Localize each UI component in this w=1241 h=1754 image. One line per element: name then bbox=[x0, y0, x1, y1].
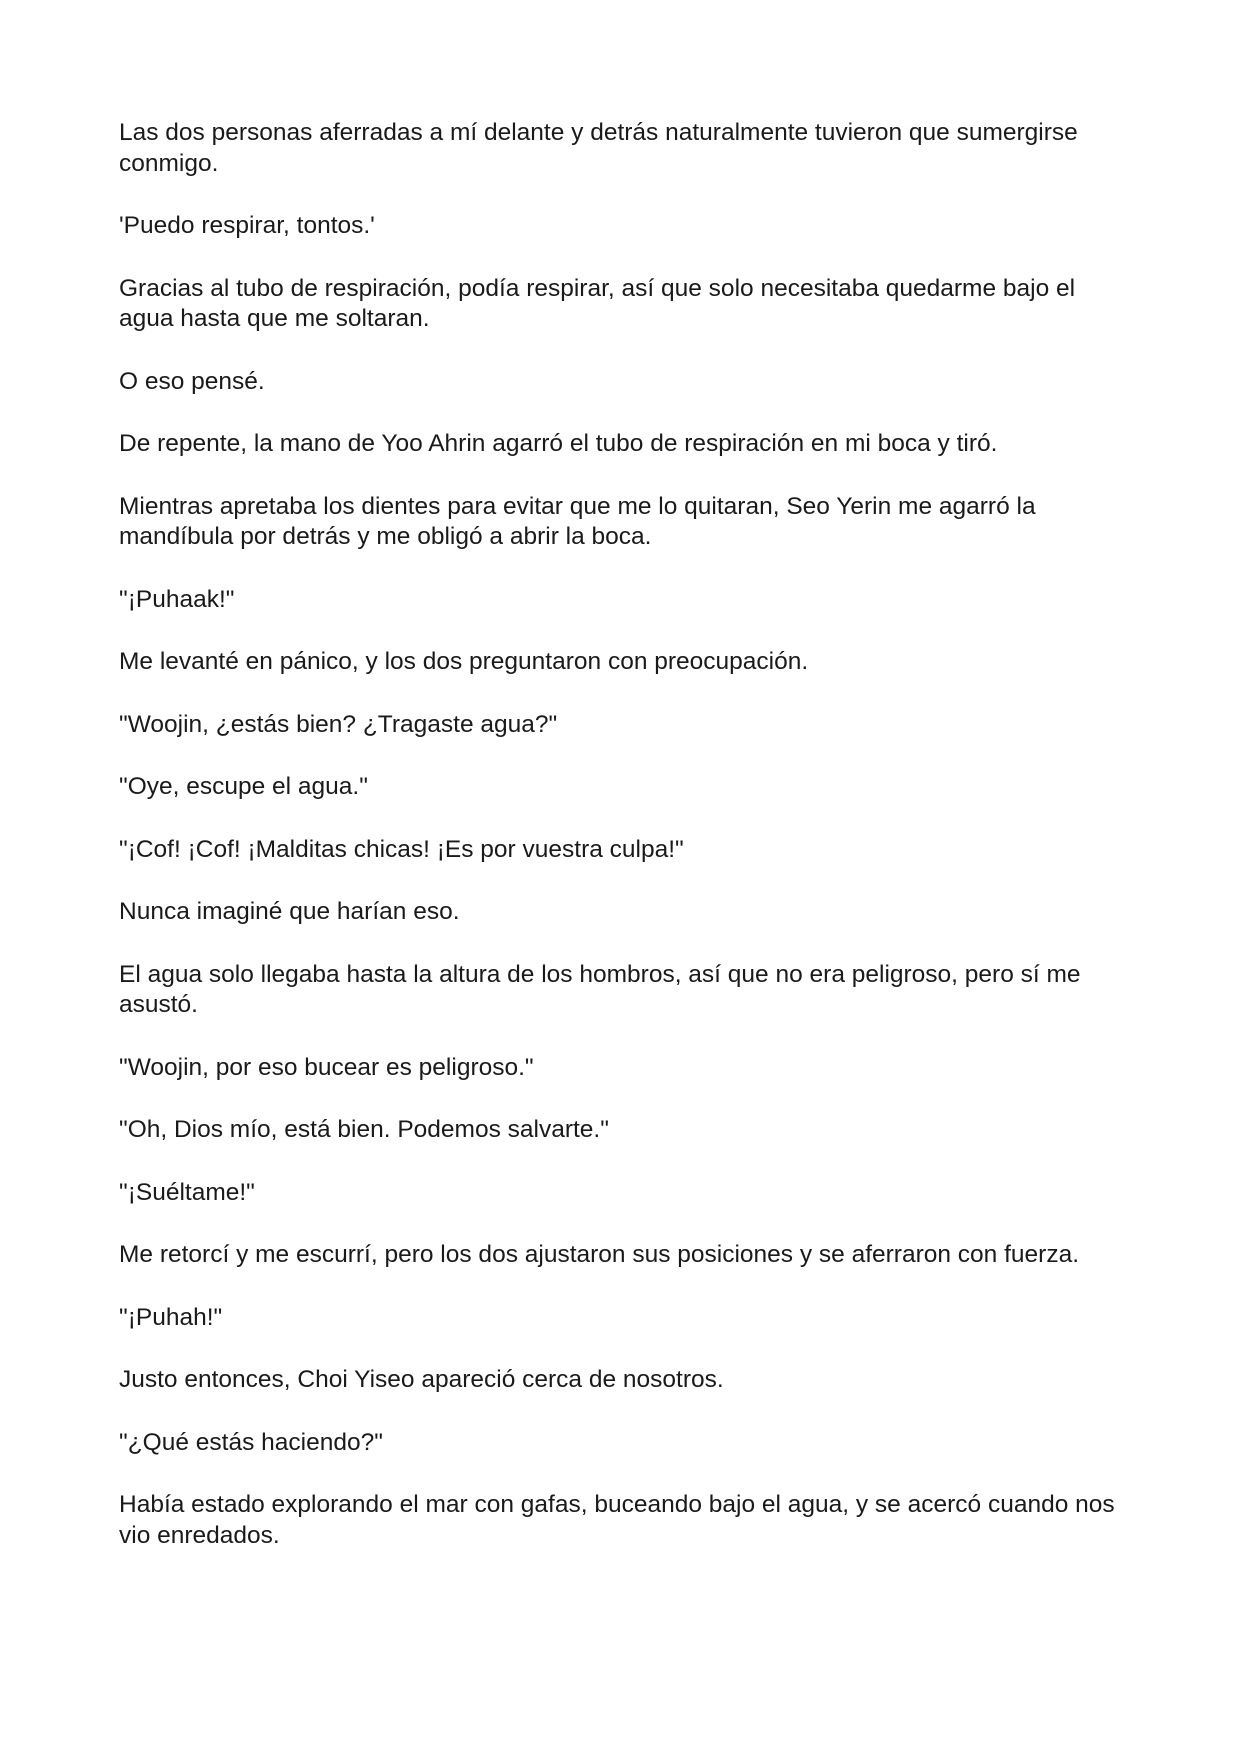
paragraph: Me retorcí y me escurrí, pero los dos ajustaron sus posiciones y se aferraron con fuerza. bbox=[119, 1241, 1080, 1268]
paragraph: "¡Puhah!" bbox=[119, 1303, 223, 1331]
paragraph: Me levanté en pánico, y los dos preguntaron con preocupación. bbox=[119, 648, 809, 675]
paragraph: Nunca imaginé que harían eso. bbox=[119, 898, 460, 925]
paragraph: El agua solo llegaba hasta la altura de los hombros, así que no era peligroso, pero sí me asustó. bbox=[119, 960, 1081, 1018]
paragraph: "¡Cof! ¡Cof! ¡Malditas chicas! ¡Es por vuestra culpa!" bbox=[119, 835, 684, 863]
paragraph: De repente, la mano de Yoo Ahrin agarró el tubo de respiración en mi boca y tiró. bbox=[119, 430, 998, 457]
paragraph: "Oh, Dios mío, está bien. Podemos salvarte." bbox=[119, 1116, 609, 1143]
paragraph: "Woojin, por eso bucear es peligroso." bbox=[119, 1053, 534, 1081]
paragraph: Justo entonces, Choi Yiseo apareció cerca de nosotros. bbox=[119, 1366, 724, 1393]
paragraph: "Oye, escupe el agua." bbox=[119, 773, 368, 800]
paragraph: Gracias al tubo de respiración, podía respirar, así que solo necesitaba quedarme bajo el agua hasta que me soltaran. bbox=[119, 274, 1076, 332]
paragraph: Las dos personas aferradas a mí delante y detrás naturalmente tuvieron que sumergirse conmigo. bbox=[119, 119, 1078, 177]
paragraph: O eso pensé. bbox=[119, 367, 265, 395]
paragraph: 'Puedo respirar, tontos.' bbox=[119, 212, 375, 239]
paragraph: "¿Qué estás haciendo?" bbox=[119, 1428, 383, 1456]
paragraph: "Woojin, ¿estás bien? ¿Tragaste agua?" bbox=[119, 710, 558, 738]
document-body bbox=[119, 118, 1129, 1583]
paragraph: Había estado explorando el mar con gafas, buceando bajo el agua, y se acercó cuando nos vio enredados. bbox=[119, 1491, 1115, 1549]
paragraph: Mientras apretaba los dientes para evitar que me lo quitaran, Seo Yerin me agarró la mandíbula por detrás y me obligó a abrir la boca. bbox=[119, 492, 1036, 550]
paragraph: "¡Puhaak!" bbox=[119, 585, 235, 613]
paragraph: "¡Suéltame!" bbox=[119, 1178, 255, 1206]
